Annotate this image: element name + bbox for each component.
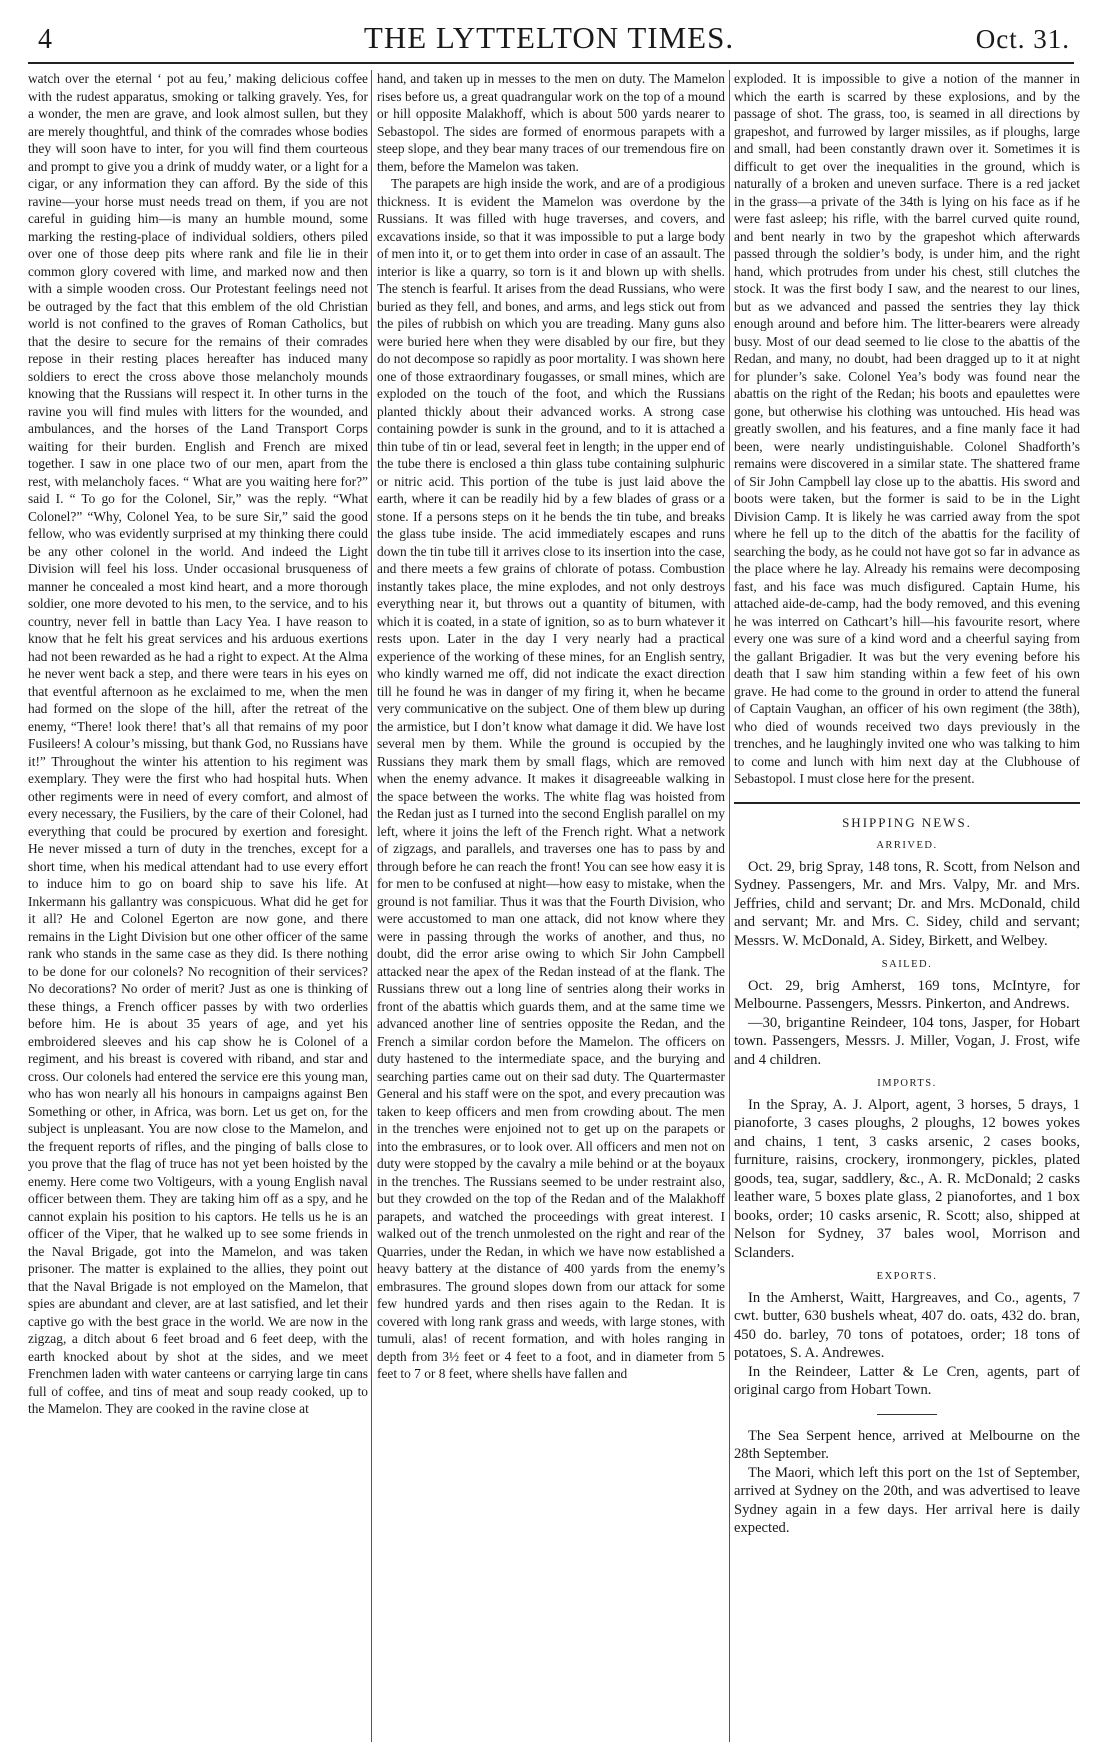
section-rule [734, 802, 1080, 804]
column-3 [734, 70, 1080, 1742]
arrived-entry: Oct. 29, brig Spray, 148 tons, R. Scott, from Nelson and Sydney. Passengers, Mr. and Mrs. Valpy, Mr. and Mrs. Jeffries, child and servant; Dr. and Mrs. McDonald, child and servant; Mr. and Mrs. C. Sidey, child and servant; Messrs. W. McDonald, A. Sidey, Birkett, and Welbey. [734, 858, 1080, 949]
article-paragraph: hand, and taken up in messes to the men on duty. The Mamelon rises before us, a great quadrangular work on the top of a mound or hill opposite Malakhoff, which is about 500 yards nearer to Sebastopol. The sides are formed of enormous parapets with a steep slope, and they bear many traces of our tremendous fire on them, before the Mamelon was taken. [377, 71, 725, 174]
column-2 [377, 70, 725, 1742]
sailed-entry: Oct. 29, brig Amherst, 169 tons, McIntyre, for Melbourne. Passengers, Messrs. Pinkerton, and Andrews. [734, 977, 1080, 1012]
article-paragraph: The parapets are high inside the work, and are of a prodigious thickness. It is evident the Mamelon was overdone by the Russians. It was filled with huge traverses, and covers, and excavations inside, so that it was impossible to put a large body of men into it, or to get them into order in case of an assault. The interior is like a quarry, so torn is it and blown up with shells. The stench is fearful. It arises from the dead Russians, who were buried as they fell, and bones, and arms, and legs stick out from the piles of rubbish on which you are treading. Many guns also were buried here when they were disabled by our fire, but they do not decompose so rapidly as poor mortality. I was shown here one of those extraordinary fougasses, or small mines, which are exploded on the touch of the foot, and which the Russians planted thickly about their advanced works. A strong case containing powder is sunk in the ground, and to it is attached a thin tube of tin or lead, several feet in length; in the upper end of the tube there is enclosed a thin glass tube containing sulphuric or nitric acid. This portion of the tube is just laid above the earth, where it can be readily hid by a few blades of grass or a stone. If a persons steps on it he bends the tin tube, and breaks the glass tube inside. The acid immediately escapes and runs down the tin tube till it arrives close to its insertion into the case, and there meets a few grains of chlorate of potass. Combustion instantly takes place, the mine explodes, and not only destroys everything near it, but throws out a quantity of bitumen, with which it is coated, in a state of ignition, so as to burn whatever it rests upon. Later in the day I very nearly had a practical experience of the working of these mines, for an English sentry, who kindly warned me off, did not indicate the exact direction till he found he was in danger of my firing it, when he became very communicative on the subject. One of them blew up during the armistice, but I don’t know what damage it did. We have lost several men by them. While the ground is occupied by the Russians they mark them by small flags, which are removed when the enemy advance. It makes it disagreeable walking in the space between the works. The white flag was hoisted from the Redan just as I turned into the second English parallel on my left, where it joins the left of the French right. What a network of zigzags, and parallels, and traverses one has to pass by and through before he can reach the front! You can see how easy it is for men to be confused at night—how easy to mistake, when the ground is not familiar. Thus it was that the Fourth Division, who were accustomed to man one attack, did not know where they were in passing through the works of another, and thus, no doubt, did the error arise owing to which Sir John Campbell attacked near the apex of the Redan instead of at the flank. The Russians threw out a long line of sentries along their works in front of the abattis which guards them, and at the same time we advanced another line of sentries opposite the Redan, and the French a similar cordon before the Mamelon. The officers on duty hastened to the intermediate space, and the burying and searching parties came out on their sad duty. The Quartermaster General and his staff were on the spot, and every precaution was taken to keep officers and men from crowding about. The men in the trenches were enjoined not to get up on the parapets or into the embrasures, or to look over. All officers and men not on duty were stopped by the cavalry a mile behind or at the boyaux in the trenches. The Russians seemed to be under restraint also, but they crowded on the top of the Redan and of the Malakhoff parapets, and watched the proceedings with great interest. I walked out of the trench unmolested on the right and rear of the Quarries, under the Redan, in which we have now established a heavy battery at the distance of 400 yards from the enemy’s embrasures. The ground slopes down from our attack for some few hundred yards and then rises again to the Redan. It is covered with long rank grass and weeds, with large stones, with tumuli, alas! of recent formation, and with holes ranging in depth from 3½ feet or 4 feet to a foot, and in diameter from 5 feet to 7 or 8 feet, where shells have fallen and [377, 176, 725, 1381]
exports-entry: In the Amherst, Waitt, Hargreaves, and Co., agents, 7 cwt. butter, 630 bushels wheat, 407 do. oats, 432 do. bran, 450 do. barley, 70 tons of potatoes, order; 18 tons of potatoes, S. A. Andrewes. [734, 1289, 1080, 1361]
shipping-title: SHIPPING NEWS. [842, 814, 972, 830]
exports-heading: EXPORTS. [876, 1271, 938, 1282]
short-rule [877, 1414, 937, 1415]
article-paragraph: watch over the eternal ‘ pot au feu,’ making delicious coffee with the rudest apparatus, smoking or talking gravely. Yes, for a wonder, the men are grave, and look almost sullen, but they are merely thoughtful, and think of the comrades whose bodies they will soon have to inter, for you will find them courteous and prompt to give you a drink of muddy water, or a light for a cigar, or any information they can afford. By the side of this ravine—your horse must needs tread on them, if you are not careful in guiding him—is many an humble mound, some marking the resting-place of individual soldiers, others piled over one of those deep pits where rank and file lie in their common glory covered with lime, and marked now and then with a simple wooden cross. Our Protestant feelings need not be outraged by the fact that this emblem of the old Christian world is not confined to the graves of Roman Catholics, but that the desire to secure for the remains of their comrades repose in their resting places hereafter has induced many soldiers to erect the cross above those melancholy mounds knowing that the Russians will respect it. In other turns in the ravine you will find mules with litters for the wounded, and ambulances, and the horses of the Land Transport Corps waiting for their burden. English and French are mixed together. I saw in one place two of our men, apart from the rest, with melancholy faces. “ What are you waiting here for?” said I. “ To go for the Colonel, Sir,” was the reply. “What Colonel?” “Why, Colonel Yea, to be sure Sir,” said the good fellow, who was evidently surprised at my thinking there could be any other colonel in the world. And indeed the Light Division will feel his loss. Under occasional brusqueness of manner he concealed a most kind heart, and a more thorough soldier, one more devoted to his men, to the service, and to his country, never fell in battle than Lacy Yea. I have reason to know that he felt his great services and his arduous exertions had not been rewarded as he had a right to expect. At the Alma he never went back a step, and there were tears in his eyes on that eventful afternoon as he exclaimed to me, when the men had formed on the slope of the hill, after the retreat of the enemy, “There! look there! that’s all that remains of my poor Fusileers! A colour’s missing, but thank God, no Russians have it!” Throughout the winter his attention to his regiment was exemplary. They were the first who had hospital huts. When other regiments were in need of every comfort, and almost of every necessary, the Fusiliers, by the care of their Colonel, had everything that could be procured by exertion and foresight. He never missed a turn of duty in the trenches, except for a short time, when his medical attendant had to use every effort to induce him to go on board ship to save his life. At Inkermann his gallantry was conspicuous. What did he get for it all? He and Colonel Egerton are now gone, and there remains in the Light Division but one other officer of the same rank who stands in the same case as they did. Is there nothing to be done for our colonels? No recognition of their services? No decorations? No order of merit? Just as one is thinking of these things, a French officer passes by with two orderlies before him. He is about 35 years of age, and yet his embroidered sleeves and his cap show he is Colonel of a regiment, and his breast is covered with riband, and star and cross. Our colonels had entered the service ere this young man, who has won nearly all his honours in campaigns against Ben Something or other, in Africa, was born. Let us get on, for the subject is unpleasant. You are now close to the Mamelon, and the frequent reports of rifles, and the pinging of balls close to you prove that the flag of truce has not yet been hoisted by the enemy. Here come two Voltigeurs, with a young English naval officer between them. They are taking him off as a spy, and he cannot explain his position to his captors. He tells us he is an officer of the Viper, that he walked up to see some friends in the Naval Brigade, got into the Mamelon, and was taken prisoner. The matter is explained to the allies, they point out that the Naval Brigade is not employed on the Mamelon, that spies are abundant and clever, are at last satisfied, and let their captive go with the best grace in the world. We are now in the zigzag, a ditch about 6 feet broad and 6 feet deep, with the earth knocked about by shot at the sides, and we meet Frenchmen laden with water canteens or carrying large tin cans full of coffee, and tins of meat and soup ready cooked, up to the Mamelon. They are cooked in the ravine close at [28, 71, 368, 1416]
shipping-news [734, 814, 1080, 1538]
column-1 [28, 70, 368, 1742]
sailed-heading: SAILED. [881, 959, 933, 970]
article-paragraph: exploded. It is impossible to give a notion of the manner in which the earth is scarred by these explosions, and by the passage of shot. The grass, too, is seamed in all directions by grapeshot, and furrowed by larger missiles, as if ploughs, large and small, had been constantly drawn over it. Sometimes it is difficult to get over the inequalities in the ground, which is naturally of a broken and uneven surface. There is a red jacket in the grass—a private of the 34th is lying on his face as if he were fast asleep; his rifle, with the barrel curved quite round, and bent nearly in two by the grapeshot which afterwards passed through the soldier’s body, is under him, and the right hand, which protrudes from under his chest, still clutches the stock. It was the first body I saw, and the nearest to our lines, but as we advanced and passed the sentries they lay thick enough around and before him. The litter-bearers were already busy. Most of our dead seemed to lie close to the abattis of the Redan, and many, no doubt, had been dragged up to it at night for plunder’s sake. Colonel Yea’s body was found near the abattis on the right of the Redan; his boots and epaulettes were gone, but otherwise his clothing was untouched. His head was greatly swollen, and his features, and a fine manly face it had been, were nearly undistinguishable. Colonel Shadforth’s remains were discovered in a similar state. The shattered frame of Sir John Campbell lay close up to the abattis. His sword and boots were taken, but the former is said to be in the Light Division Camp. It is likely he was carried away from the spot where he fell up to the ditch of the abattis for the facility of searching the body, as he could not have got so far in advance as the place where he lay. Already his remains were decomposing fast, and his face was much disfigured. Captain Hume, his attached aide-de-camp, had the body removed, and this evening he was interred on Cathcart’s hill—his favourite resort, where every one was sure of a kind word and a cheerful saying from the gallant Brigadier. It was but the very evening before his death that I saw him standing within a few feet of his own grave. He had come to the ground in order to attend the funeral of Captain Vaughan, an officer of his own regiment (the 38th), who died of wounds received two days previously in the trenches, and he laughingly invited one who was talking to him to come and lunch with him next day at the Clubhouse of Sebastopol. I must close here for the present. [734, 71, 1080, 786]
masthead [28, 18, 1070, 54]
masthead-rule [28, 62, 1074, 64]
newspaper-title: THE LYTTELTON TIMES. [363, 20, 735, 55]
sailed-entry: —30, brigantine Reindeer, 104 tons, Jasper, for Hobart town. Passengers, Messrs. J. Miller, Vogan, J. Frost, wife and 4 children. [734, 1014, 1080, 1068]
imports-heading: IMPORTS. [877, 1078, 937, 1089]
exports-entry: In the Reindeer, Latter & Le Cren, agents, part of original cargo from Hobart Town. [734, 1363, 1080, 1398]
shipping-note: The Sea Serpent hence, arrived at Melbourne on the 28th September. [734, 1427, 1080, 1462]
shipping-note: The Maori, which left this port on the 1st of September, arrived at Sydney on the 20th, and was advertised to leave Sydney again in a few days. Her arrival here is daily expected. [734, 1464, 1080, 1536]
issue-date: Oct. 31. [975, 24, 1070, 54]
imports-entry: In the Spray, A. J. Alport, agent, 3 horses, 5 drays, 1 pianoforte, 3 cases ploughs, 2 ploughs, 12 bowes yokes and chains, 1 tent, 3 casks arsenic, 2 cases books, furniture, raisins, crockery, ironmongery, pickles, plated goods, tea, sugar, saddlery, &c., A. R. McDonald; 2 casks leather ware, 5 boxes plate glass, 2 pianofortes, and 1 box books, order; 10 casks arsenic, R. Scott; also, shipped at Nelson for Sydney, 37 bales wool, Morrison and Sclanders. [734, 1096, 1080, 1261]
column-divider [371, 70, 372, 1742]
arrived-heading: ARRIVED. [876, 840, 938, 851]
page-number: 4 [38, 24, 52, 55]
column-divider [729, 70, 730, 1742]
